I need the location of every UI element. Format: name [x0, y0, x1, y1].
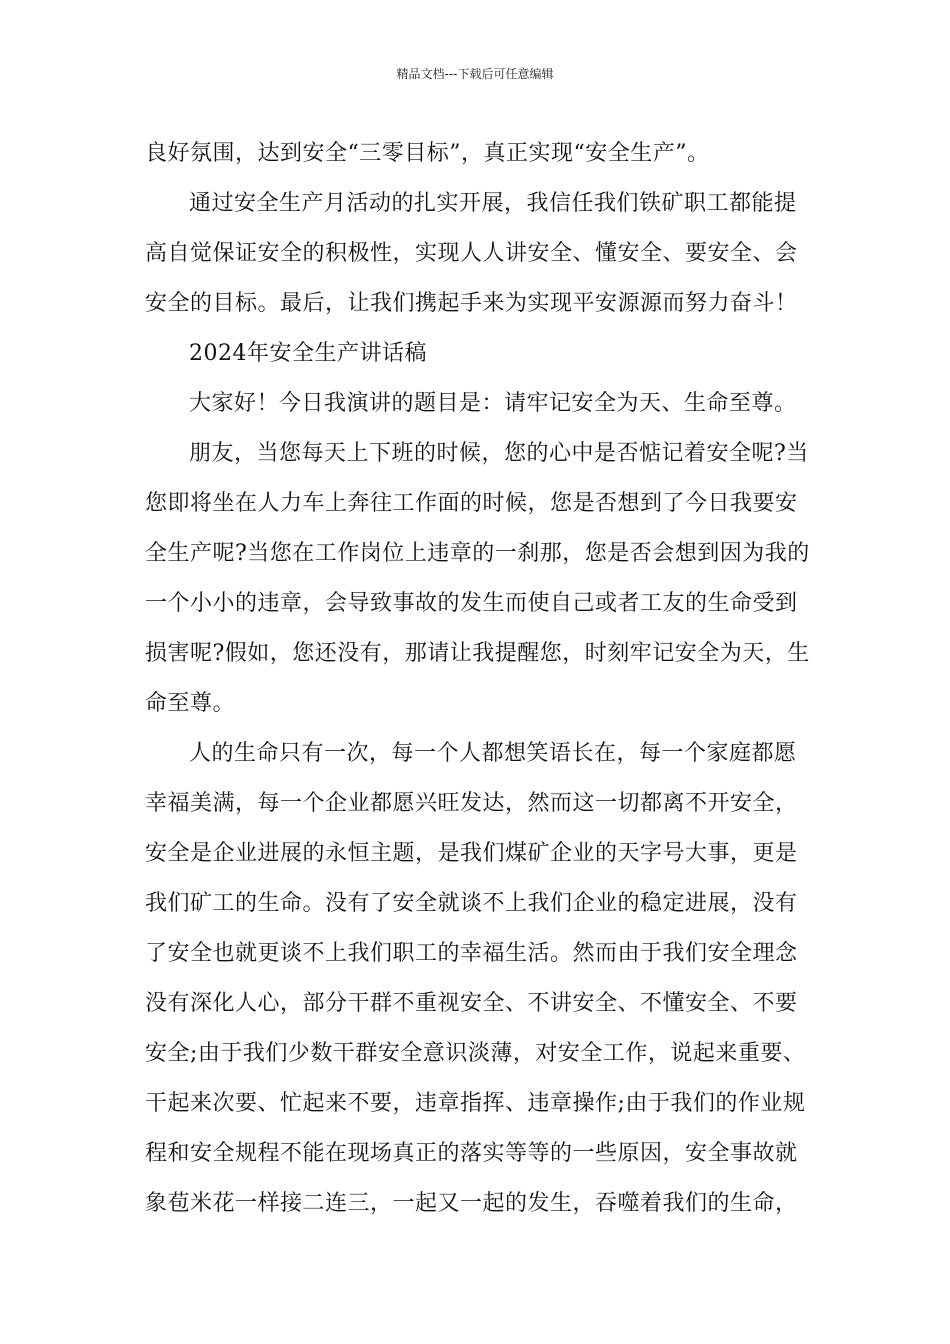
text-line: 2024年安全生产讲话稿	[189, 341, 427, 366]
text-line: 大家好！今日我演讲的题目是：请牢记安全为天、生命至尊。	[189, 391, 797, 416]
document-header: 精品文档---下载后可任意编辑	[396, 67, 554, 81]
text-line: 朋友，当您每天上下班的时候，您的心中是否惦记着安全呢?当	[189, 441, 809, 466]
text-line: 损害呢?假如，您还没有，那请让我提醒您，时刻牢记安全为天，生	[145, 641, 810, 666]
document-body	[145, 129, 810, 1229]
text-line: 程和安全规程不能在现场真正的落实等等的一些原因，安全事故就	[145, 1141, 798, 1166]
text-line: 干起来次要、忙起来不要，违章指挥、违章操作;由于我们的作业规	[145, 1091, 806, 1116]
text-line: 安全;由于我们少数干群安全意识淡薄，对安全工作，说起来重要、	[145, 1041, 806, 1066]
text-line: 没有深化人心，部分干群不重视安全、不讲安全、不懂安全、不要	[145, 991, 798, 1016]
text-line: 一个小小的违章，会导致事故的发生而使自己或者工友的生命受到	[145, 591, 798, 616]
text-line: 安全是企业进展的永恒主题，是我们煤矿企业的天字号大事，更是	[145, 841, 798, 866]
text-line: 通过安全生产月活动的扎实开展，我信任我们铁矿职工都能提	[189, 191, 797, 216]
text-line: 全生产呢?当您在工作岗位上违章的一刹那，您是否会想到因为我的	[145, 541, 810, 566]
text-line: 了安全也就更谈不上我们职工的幸福生活。然而由于我们安全理念	[145, 941, 798, 966]
text-line: 人的生命只有一次，每一个人都想笑语长在，每一个家庭都愿	[189, 741, 797, 766]
text-line: 象苞米花一样接二连三，一起又一起的发生，吞噬着我们的生命，	[145, 1191, 798, 1216]
text-line: 安全的目标。最后，让我们携起手来为实现平安源源而努力奋斗！	[145, 291, 798, 316]
text-line: 幸福美满，每一个企业都愿兴旺发达，然而这一切都离不开安全，	[145, 791, 798, 816]
text-line: 高自觉保证安全的积极性，实现人人讲安全、懂安全、要安全、会	[145, 241, 798, 266]
text-line: 良好氛围，达到安全“三零目标”，真正实现“安全生产”。	[145, 141, 710, 166]
text-line: 我们矿工的生命。没有了安全就谈不上我们企业的稳定进展，没有	[145, 891, 798, 916]
text-line: 命至尊。	[145, 691, 236, 716]
text-line: 您即将坐在人力车上奔往工作面的时候，您是否想到了今日我要安	[145, 491, 798, 516]
